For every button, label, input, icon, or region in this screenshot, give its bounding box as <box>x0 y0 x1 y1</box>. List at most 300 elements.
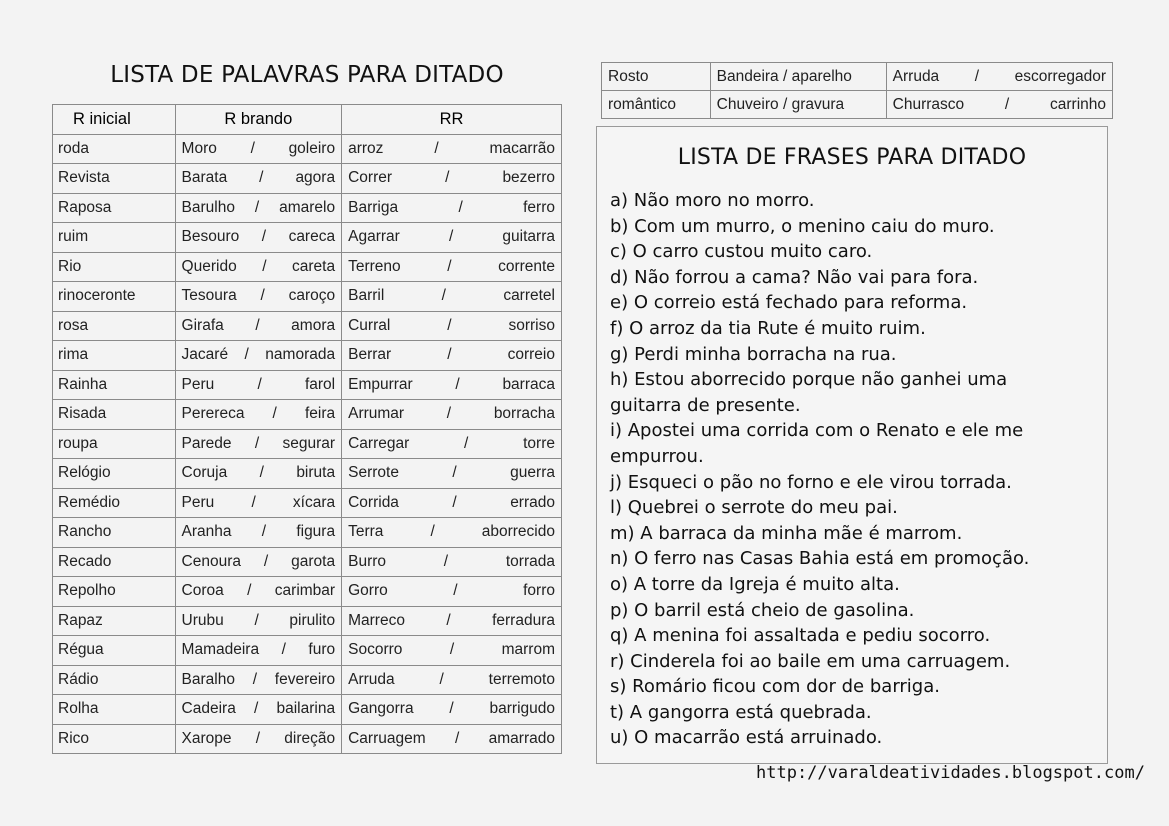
table-row <box>53 370 562 400</box>
rr-cell <box>342 134 562 164</box>
extra-word-pair-cell <box>710 63 886 91</box>
rr-word: Socorro <box>348 641 403 659</box>
rr-pair <box>342 582 561 600</box>
phrase-item: q) A menina foi assaltada e pediu socorro. <box>610 625 991 647</box>
r-brando-pair <box>176 435 342 453</box>
table-row <box>53 282 562 312</box>
rr-pair <box>342 317 561 335</box>
r-brando-pair <box>176 553 342 571</box>
table-row <box>53 459 562 489</box>
rr-word: Arrumar <box>348 405 405 423</box>
extra-words-table <box>601 62 1113 119</box>
rr-pair <box>342 612 561 630</box>
r-brando-word: Baralho <box>181 670 235 688</box>
slash-separator: / <box>454 729 460 747</box>
rr-word: carretel <box>503 287 555 305</box>
rr-word: ferradura <box>492 611 555 629</box>
r-brando-pair <box>176 228 342 246</box>
slash-separator: / <box>261 228 267 246</box>
slash-separator: / <box>441 287 446 305</box>
slash-separator: / <box>260 287 265 305</box>
slash-separator: / <box>254 700 259 718</box>
r-brando-cell <box>175 134 342 164</box>
extra-word: gravura <box>791 95 845 113</box>
slash-separator: / <box>259 464 264 482</box>
r-inicial-cell: Rádio <box>53 665 176 695</box>
r-brando-pair <box>176 199 342 217</box>
extra-word: Chuveiro <box>716 95 779 113</box>
rr-word: barrigudo <box>489 700 555 718</box>
r-brando-cell <box>175 370 342 400</box>
table-row <box>602 63 1113 91</box>
rr-word: sorriso <box>508 316 555 334</box>
phrase-item: t) A gangorra está quebrada. <box>610 701 872 723</box>
rr-cell <box>342 223 562 253</box>
rr-word: correio <box>507 346 555 364</box>
r-inicial-cell: Repolho <box>53 577 176 607</box>
r-brando-word: goleiro <box>288 139 336 157</box>
r-brando-cell <box>175 488 342 518</box>
r-brando-pair <box>176 287 342 305</box>
slash-separator: / <box>455 375 460 393</box>
r-brando-word: Barata <box>181 169 228 187</box>
slash-separator: / <box>254 198 260 216</box>
table-row <box>53 134 562 164</box>
r-brando-cell <box>175 282 342 312</box>
rr-word: Marreco <box>348 611 405 629</box>
table-row <box>53 164 562 194</box>
slash-separator: / <box>261 523 267 541</box>
rr-word: forro <box>523 582 555 600</box>
slash-separator: / <box>464 434 469 452</box>
rr-pair <box>342 671 561 689</box>
r-brando-word: Tesoura <box>181 287 237 305</box>
rr-pair <box>342 494 561 512</box>
rr-pair <box>342 464 561 482</box>
phrases-list <box>610 188 1080 751</box>
r-brando-cell <box>175 606 342 636</box>
slash-separator: / <box>254 434 260 452</box>
r-inicial-cell: Raposa <box>53 193 176 223</box>
table-row <box>53 193 562 223</box>
rr-cell <box>342 547 562 577</box>
extra-words-body <box>602 63 1113 119</box>
phrases-panel <box>596 126 1108 764</box>
table-row <box>53 695 562 725</box>
r-brando-word: Perereca <box>181 405 245 423</box>
r-inicial-cell: Revista <box>53 164 176 194</box>
rr-pair <box>342 199 561 217</box>
rr-pair <box>342 641 561 659</box>
r-brando-word: Jacaré <box>181 346 229 364</box>
header-r-brando: R brando <box>175 105 342 135</box>
r-brando-word: Aranha <box>181 523 232 541</box>
extra-word-pair-cell <box>710 91 886 119</box>
slash-separator: / <box>453 582 458 600</box>
slash-separator: / <box>272 405 277 423</box>
r-brando-word: direção <box>284 729 336 747</box>
table-row <box>53 724 562 754</box>
rr-word: aborrecido <box>481 523 555 541</box>
r-brando-pair <box>176 258 342 276</box>
r-brando-word: namorada <box>265 346 336 364</box>
r-brando-pair <box>176 169 342 187</box>
r-brando-cell <box>175 252 342 282</box>
r-brando-word: careca <box>288 228 336 246</box>
rr-cell <box>342 164 562 194</box>
r-brando-word: garota <box>291 552 336 570</box>
r-brando-pair <box>176 346 342 364</box>
rr-cell <box>342 400 562 430</box>
r-brando-cell <box>175 223 342 253</box>
r-brando-word: farol <box>304 375 336 393</box>
rr-cell <box>342 665 562 695</box>
rr-word: Terreno <box>348 257 401 275</box>
rr-word: guitarra <box>502 228 555 246</box>
r-brando-pair <box>176 730 342 748</box>
table-row <box>53 252 562 282</box>
rr-pair <box>342 700 561 718</box>
slash-separator: / <box>244 346 249 364</box>
rr-word: Corrida <box>348 493 399 511</box>
rr-cell <box>342 488 562 518</box>
r-brando-word: agora <box>295 169 336 187</box>
r-brando-cell <box>175 665 342 695</box>
r-brando-word: Barulho <box>181 198 235 216</box>
r-brando-word: figura <box>296 523 336 541</box>
rr-word: Terra <box>348 523 384 541</box>
rr-pair <box>342 287 561 305</box>
r-brando-pair <box>176 464 342 482</box>
slash-separator: / <box>262 257 267 275</box>
r-brando-word: Cenoura <box>181 552 242 570</box>
rr-word: Arruda <box>348 670 395 688</box>
table-row <box>53 341 562 371</box>
rr-word: Burro <box>348 552 387 570</box>
r-inicial-cell: roupa <box>53 429 176 459</box>
word-list-title: LISTA DE PALAVRAS PARA DITADO <box>110 62 504 88</box>
rr-word: torre <box>523 434 555 452</box>
r-inicial-cell: ruim <box>53 223 176 253</box>
r-inicial-cell: roda <box>53 134 176 164</box>
slash-separator: / <box>778 95 792 113</box>
rr-word: guerra <box>510 464 555 482</box>
r-brando-pair <box>176 523 342 541</box>
r-brando-word: segurar <box>282 434 336 452</box>
rr-word: Gangorra <box>348 700 414 718</box>
r-brando-word: Besouro <box>181 228 240 246</box>
r-brando-word: amarelo <box>279 198 336 216</box>
extra-word: aparelho <box>791 67 852 85</box>
extra-word-pair-cell <box>886 63 1112 91</box>
rr-pair <box>342 228 561 246</box>
r-brando-word: Urubu <box>181 611 224 629</box>
phrase-item: n) O ferro nas Casas Bahia está em promoção. <box>610 548 1030 570</box>
slash-separator: / <box>263 552 269 570</box>
r-brando-cell <box>175 459 342 489</box>
slash-separator: / <box>281 641 286 659</box>
r-brando-word: Girafa <box>181 316 224 334</box>
r-brando-word: Querido <box>181 257 237 275</box>
r-brando-cell <box>175 547 342 577</box>
r-brando-cell <box>175 695 342 725</box>
slash-separator: / <box>443 552 449 570</box>
rr-word: torrada <box>505 552 555 570</box>
extra-word-pair-cell <box>886 91 1112 119</box>
rr-cell <box>342 429 562 459</box>
r-inicial-cell: Rico <box>53 724 176 754</box>
r-brando-pair <box>176 700 342 718</box>
slash-separator: / <box>446 405 452 423</box>
slash-separator: / <box>447 257 452 275</box>
rr-pair <box>342 553 561 571</box>
r-inicial-cell: Rolha <box>53 695 176 725</box>
r-brando-cell <box>175 311 342 341</box>
rr-pair <box>342 346 561 364</box>
r-brando-pair <box>176 582 342 600</box>
extra-word-cell: romântico <box>602 91 711 119</box>
rr-cell <box>342 518 562 548</box>
slash-separator: / <box>250 139 255 157</box>
phrase-item: e) O correio está fechado para reforma. <box>610 292 968 314</box>
header-rr: RR <box>342 105 562 135</box>
r-brando-word: Xarope <box>181 729 232 747</box>
rr-word: errado <box>510 493 555 511</box>
rr-cell <box>342 577 562 607</box>
slash-separator: / <box>447 316 452 334</box>
phrase-item: g) Perdi minha borracha na rua. <box>610 343 897 365</box>
rr-cell <box>342 459 562 489</box>
phrase-item: j) Esqueci o pão no forno e ele virou torrada. <box>610 471 1012 493</box>
slash-separator: / <box>449 700 454 718</box>
r-brando-cell <box>175 400 342 430</box>
slash-separator: / <box>452 464 457 482</box>
rr-word: arroz <box>348 139 384 157</box>
extra-word-pair <box>893 96 1106 114</box>
table-row <box>53 547 562 577</box>
rr-word: Gorro <box>348 582 388 600</box>
slash-separator: / <box>448 228 454 246</box>
extra-word: carrinho <box>1050 95 1106 113</box>
phrase-item: d) Não forrou a cama? Não vai para fora. <box>610 266 979 288</box>
rr-word: borracha <box>493 405 555 423</box>
table-row <box>53 400 562 430</box>
r-brando-pair <box>176 376 342 394</box>
rr-pair <box>342 435 561 453</box>
rr-cell <box>342 695 562 725</box>
r-inicial-cell: Rio <box>53 252 176 282</box>
rr-cell <box>342 341 562 371</box>
rr-word: Correr <box>348 169 393 187</box>
phrase-item: h) Estou aborrecido porque não ganhei uma guitarra de presente. <box>610 369 1008 416</box>
r-brando-word: fevereiro <box>274 670 336 688</box>
slash-separator: / <box>446 611 451 629</box>
phrase-item: o) A torre da Igreja é muito alta. <box>610 573 900 595</box>
rr-pair <box>342 730 561 748</box>
slash-separator: / <box>254 611 259 629</box>
r-brando-cell <box>175 341 342 371</box>
r-brando-word: Cadeira <box>181 700 236 718</box>
table-row <box>53 606 562 636</box>
phrase-item: c) O carro custou muito caro. <box>610 241 873 263</box>
rr-word: bezerro <box>502 169 555 187</box>
rr-word: macarrão <box>489 139 555 157</box>
rr-word: Serrote <box>348 464 399 482</box>
r-inicial-cell: rima <box>53 341 176 371</box>
slash-separator: / <box>778 67 792 85</box>
rr-pair <box>342 169 561 187</box>
phrase-item: a) Não moro no morro. <box>610 190 815 211</box>
extra-word: Churrasco <box>892 95 965 113</box>
rr-cell <box>342 311 562 341</box>
slash-separator: / <box>458 198 463 216</box>
r-inicial-cell: Remédio <box>53 488 176 518</box>
r-brando-word: pirulito <box>289 611 336 629</box>
phrases-title: LISTA DE FRASES PARA DITADO <box>677 145 1027 170</box>
rr-word: Barril <box>348 287 385 305</box>
phrase-item: s) Romário ficou com dor de barriga. <box>610 676 940 698</box>
rr-cell <box>342 370 562 400</box>
r-brando-word: feira <box>304 405 336 423</box>
r-brando-pair <box>176 494 342 512</box>
r-brando-word: Mamadeira <box>181 641 260 659</box>
r-brando-pair <box>176 405 342 423</box>
table-row <box>602 91 1113 119</box>
header-r-inicial: R inicial <box>53 105 176 135</box>
r-brando-word: Parede <box>181 434 232 452</box>
r-brando-word: amora <box>291 316 336 334</box>
r-brando-word: carimbar <box>274 582 336 600</box>
rr-cell <box>342 724 562 754</box>
r-brando-cell <box>175 577 342 607</box>
slash-separator: / <box>255 729 261 747</box>
r-inicial-cell: Recado <box>53 547 176 577</box>
phrase-item: r) Cinderela foi ao baile em uma carruagem. <box>610 650 1011 672</box>
r-brando-word: xícara <box>292 493 336 511</box>
rr-word: Barriga <box>348 198 399 216</box>
r-inicial-cell: rinoceronte <box>53 282 176 312</box>
r-brando-word: furo <box>308 641 336 659</box>
phrase-item: l) Quebrei o serrote do meu pai. <box>610 497 898 519</box>
r-inicial-cell: Régua <box>53 636 176 666</box>
phrase-item: u) O macarrão está arruinado. <box>610 727 883 749</box>
rr-word: terremoto <box>488 670 555 688</box>
rr-pair <box>342 376 561 394</box>
r-brando-cell <box>175 193 342 223</box>
rr-word: corrente <box>498 257 555 275</box>
extra-word: Bandeira <box>716 67 779 85</box>
r-brando-word: biruta <box>296 464 336 482</box>
r-brando-cell <box>175 429 342 459</box>
extra-word: Arruda <box>892 67 940 85</box>
blog-url[interactable]: http://varaldeatividades.blogspot.com/ <box>756 763 1145 783</box>
r-brando-pair <box>176 140 342 158</box>
slash-separator: / <box>434 139 439 157</box>
rr-pair <box>342 405 561 423</box>
slash-separator: / <box>445 169 450 187</box>
slash-separator: / <box>430 523 435 541</box>
phrase-item: i) Apostei uma corrida com o Renato e ele me empurrou. <box>610 420 1024 467</box>
phrase-item: b) Com um murro, o menino caiu do muro. <box>610 215 995 237</box>
extra-word-cell: Rosto <box>602 63 711 91</box>
rr-cell <box>342 252 562 282</box>
rr-cell <box>342 193 562 223</box>
r-brando-cell <box>175 518 342 548</box>
r-inicial-cell: Relógio <box>53 459 176 489</box>
rr-word: Empurrar <box>348 375 413 393</box>
table-row <box>53 223 562 253</box>
table-row <box>53 488 562 518</box>
rr-cell <box>342 636 562 666</box>
slash-separator: / <box>447 346 452 364</box>
slash-separator: / <box>251 493 256 511</box>
extra-word-pair <box>893 68 1106 86</box>
r-brando-cell <box>175 724 342 754</box>
r-brando-word: Coroa <box>181 582 224 600</box>
rr-word: barraca <box>502 375 555 393</box>
phrase-item: p) O barril está cheio de gasolina. <box>610 599 915 621</box>
slash-separator: / <box>252 670 258 688</box>
table-row <box>53 665 562 695</box>
r-inicial-cell: Rancho <box>53 518 176 548</box>
rr-word: Curral <box>348 316 391 334</box>
phrase-item: f) O arroz da tia Rute é muito ruim. <box>610 317 926 339</box>
r-brando-pair <box>176 671 342 689</box>
r-brando-cell <box>175 164 342 194</box>
slash-separator: / <box>1004 95 1010 113</box>
r-brando-word: Moro <box>181 139 217 157</box>
rr-word: ferro <box>523 198 555 216</box>
rr-word: marrom <box>501 641 555 659</box>
r-inicial-cell: Risada <box>53 400 176 430</box>
slash-separator: / <box>449 641 455 659</box>
r-brando-pair <box>176 317 342 335</box>
r-inicial-cell: Rainha <box>53 370 176 400</box>
table-row <box>53 518 562 548</box>
r-brando-word: Coruja <box>181 464 228 482</box>
table-row <box>53 636 562 666</box>
r-brando-word: Peru <box>181 493 215 511</box>
r-brando-pair <box>176 641 342 659</box>
r-brando-cell <box>175 636 342 666</box>
table-row <box>53 577 562 607</box>
rr-pair <box>342 140 561 158</box>
table-row <box>53 311 562 341</box>
r-brando-word: caroço <box>288 287 336 305</box>
slash-separator: / <box>255 316 260 334</box>
rr-pair <box>342 258 561 276</box>
r-inicial-cell: rosa <box>53 311 176 341</box>
r-brando-word: careta <box>292 257 336 275</box>
rr-word: Berrar <box>348 346 392 364</box>
slash-separator: / <box>974 67 980 85</box>
rr-cell <box>342 282 562 312</box>
rr-word: Carruagem <box>348 729 426 747</box>
rr-pair <box>342 523 561 541</box>
slash-separator: / <box>257 375 262 393</box>
rr-word: amarrado <box>488 729 555 747</box>
r-brando-word: bailarina <box>276 700 336 718</box>
slash-separator: / <box>452 493 457 511</box>
slash-separator: / <box>247 582 252 600</box>
slash-separator: / <box>259 169 264 187</box>
word-list-header-row <box>53 105 562 135</box>
rr-cell <box>342 606 562 636</box>
r-inicial-cell: Rapaz <box>53 606 176 636</box>
r-brando-word: Peru <box>181 375 215 393</box>
phrase-item: m) A barraca da minha mãe é marrom. <box>610 522 963 544</box>
slash-separator: / <box>439 670 444 688</box>
